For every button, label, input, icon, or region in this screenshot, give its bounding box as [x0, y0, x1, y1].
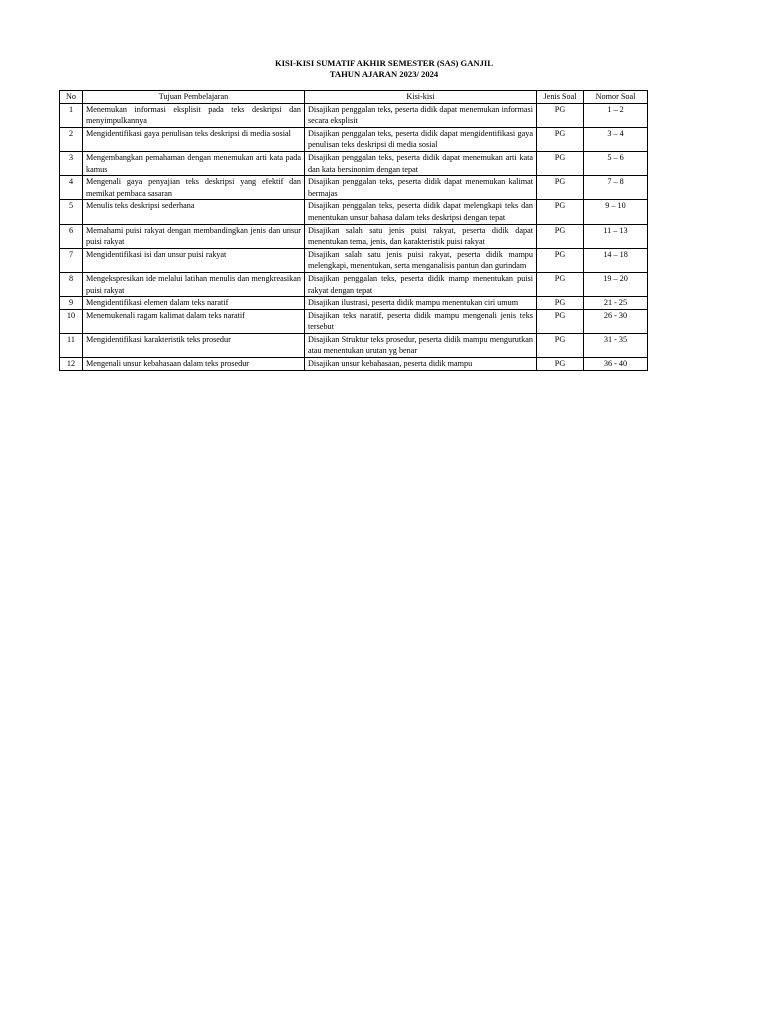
cell-tujuan: Mengidentifikasi gaya penulisan teks deskripsi di media sosial — [83, 127, 305, 151]
cell-tujuan: Mengekspresikan ide melalui latihan menulis dan mengkreasikan puisi rakyat — [83, 272, 305, 296]
title-line-1: KISI-KISI SUMATIF AKHIR SEMESTER (SAS) GANJIL — [275, 58, 493, 68]
document-title — [0, 58, 768, 80]
table-row — [60, 297, 648, 310]
cell-no: 10 — [60, 309, 83, 333]
cell-tujuan: Memahami puisi rakyat dengan membandingkan jenis dan unsur puisi rakyat — [83, 224, 305, 248]
cell-kisi: Disajikan penggalan teks, peserta didik mamp menentukan puisi rakyat dengan tepat — [305, 272, 537, 296]
cell-no: 1 — [60, 103, 83, 127]
cell-kisi: Disajikan penggalan teks, peserta didik dapat menemukan arti kata dan kata bersinonim dengan tepat — [305, 151, 537, 175]
cell-jenis: PG — [537, 127, 584, 151]
cell-nomor: 21 - 25 — [584, 297, 648, 310]
table-row — [60, 309, 648, 333]
table-row — [60, 127, 648, 151]
cell-no: 11 — [60, 333, 83, 357]
cell-nomor: 11 – 13 — [584, 224, 648, 248]
cell-tujuan: Mengembangkan pemahaman dengan menemukan arti kata pada kamus — [83, 151, 305, 175]
cell-nomor: 36 - 40 — [584, 358, 648, 371]
table-row — [60, 176, 648, 200]
cell-jenis: PG — [537, 224, 584, 248]
cell-no: 9 — [60, 297, 83, 310]
cell-kisi: Disajikan penggalan teks, peserta didik dapat melengkapi teks dan menentukan unsur bahasa dalam teks deskripsi dengan tepat — [305, 200, 537, 224]
cell-no: 4 — [60, 176, 83, 200]
kisi-kisi-table — [59, 90, 648, 371]
cell-kisi: Disajikan salah satu jenis puisi rakyat, peserta didik mampu melengkapi, menentukan, serta menganalisis pantun dan gurindam — [305, 248, 537, 272]
cell-tujuan: Mengidentifikasi elemen dalam teks naratif — [83, 297, 305, 310]
cell-jenis: PG — [537, 333, 584, 357]
cell-no: 7 — [60, 248, 83, 272]
cell-nomor: 19 – 20 — [584, 272, 648, 296]
cell-no: 5 — [60, 200, 83, 224]
cell-kisi: Disajikan ilustrasi, peserta didik mampu menentukan ciri umum — [305, 297, 537, 310]
cell-tujuan: Mengenali unsur kebahasaan dalam teks prosedur — [83, 358, 305, 371]
table-row — [60, 358, 648, 371]
header-kisi: Kisi-kisi — [305, 91, 537, 104]
title-line-2: TAHUN AJARAN 2023/ 2024 — [329, 69, 439, 79]
cell-nomor: 3 – 4 — [584, 127, 648, 151]
cell-nomor: 7 – 8 — [584, 176, 648, 200]
table-row — [60, 103, 648, 127]
cell-tujuan: Mengenali gaya penyajian teks deskripsi yang efektif dan memikat pembaca sasaran — [83, 176, 305, 200]
table-row — [60, 248, 648, 272]
cell-jenis: PG — [537, 248, 584, 272]
header-no: No — [60, 91, 83, 104]
cell-tujuan: Menemukan informasi eksplisit pada teks deskripsi dan menyimpulkannya — [83, 103, 305, 127]
header-jenis: Jenis Soal — [537, 91, 584, 104]
cell-kisi: Disajikan teks naratif, peserta didik mampu mengenali jenis teks tersebut — [305, 309, 537, 333]
cell-nomor: 1 – 2 — [584, 103, 648, 127]
cell-kisi: Disajikan penggalan teks, peserta didik dapat mengidentifikasi gaya penulisan teks deskripsi di media sosial — [305, 127, 537, 151]
cell-jenis: PG — [537, 309, 584, 333]
table-row — [60, 224, 648, 248]
cell-no: 6 — [60, 224, 83, 248]
cell-jenis: PG — [537, 272, 584, 296]
cell-no: 2 — [60, 127, 83, 151]
table-row — [60, 272, 648, 296]
table-row — [60, 200, 648, 224]
cell-kisi: Disajikan penggalan teks, peserta didik dapat menemukan kalimat bermajas — [305, 176, 537, 200]
cell-jenis: PG — [537, 200, 584, 224]
cell-kisi: Disajikan unsur kebahasaan, peserta didik mampu — [305, 358, 537, 371]
table-row — [60, 333, 648, 357]
cell-jenis: PG — [537, 103, 584, 127]
cell-no: 3 — [60, 151, 83, 175]
cell-no: 12 — [60, 358, 83, 371]
cell-nomor: 5 – 6 — [584, 151, 648, 175]
cell-tujuan: Mengidentifikasi isi dan unsur puisi rakyat — [83, 248, 305, 272]
cell-tujuan: Menemukenali ragam kalimat dalam teks naratif — [83, 309, 305, 333]
cell-tujuan: Mengidentifikasi karakteristik teks prosedur — [83, 333, 305, 357]
cell-nomor: 26 - 30 — [584, 309, 648, 333]
cell-tujuan: Menulis teks deskripsi sederhana — [83, 200, 305, 224]
cell-jenis: PG — [537, 151, 584, 175]
header-nomor: Nomor Soal — [584, 91, 648, 104]
table-row — [60, 151, 648, 175]
cell-nomor: 31 - 35 — [584, 333, 648, 357]
cell-nomor: 9 – 10 — [584, 200, 648, 224]
cell-jenis: PG — [537, 358, 584, 371]
cell-kisi: Disajikan salah satu jenis puisi rakyat, peserta didik dapat menentukan tema, jenis, dan karakteristik puisi rakyat — [305, 224, 537, 248]
cell-kisi: Disajikan Struktur teks prosedur, peserta didik mampu mengurutkan atau menentukan urutan yg benar — [305, 333, 537, 357]
cell-nomor: 14 – 18 — [584, 248, 648, 272]
cell-kisi: Disajikan penggalan teks, peserta didik dapat menemukan informasi secara eksplisit — [305, 103, 537, 127]
cell-jenis: PG — [537, 176, 584, 200]
header-tujuan: Tujuan Pembelajaran — [83, 91, 305, 104]
cell-no: 8 — [60, 272, 83, 296]
cell-jenis: PG — [537, 297, 584, 310]
table-header-row — [60, 91, 648, 104]
